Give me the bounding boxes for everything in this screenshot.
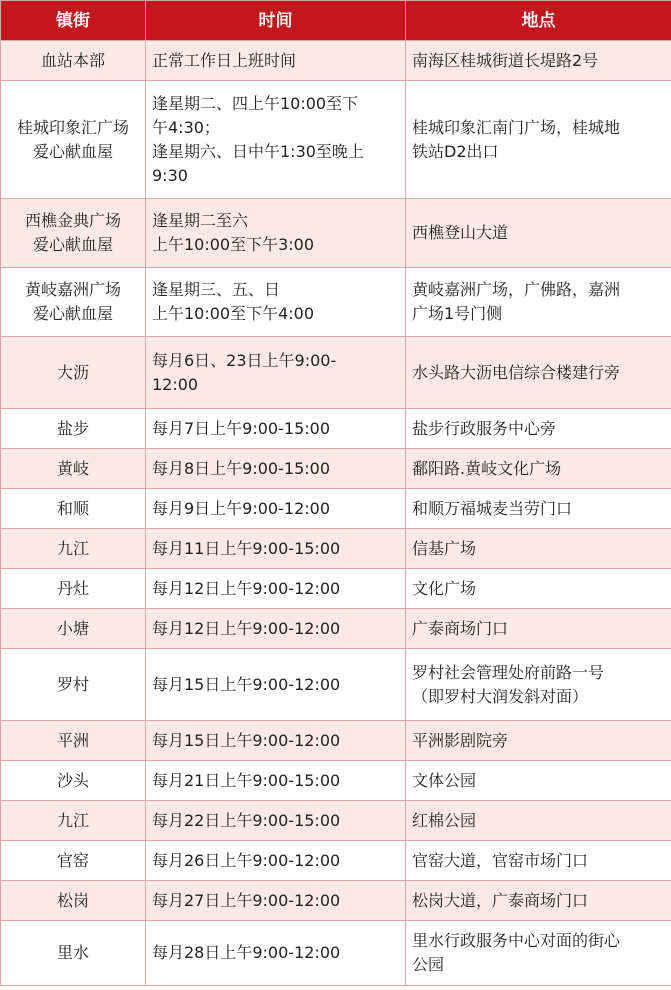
time-cell — [146, 41, 406, 81]
place-cell-line: 鄱阳路.黄岐文化广场 — [412, 458, 562, 478]
place-cell-line: 平洲影剧院旁 — [412, 730, 509, 750]
town-cell-line: 九江 — [56, 810, 89, 830]
town-cell — [1, 449, 146, 489]
town-cell-line: 爱心献血屋 — [32, 141, 113, 161]
town-cell — [1, 489, 146, 529]
place-cell-line: 里水行政服务中心对面的街心 — [412, 931, 621, 950]
time-cell-line: 逢星期三、五、日 — [152, 280, 281, 299]
town-cell — [1, 761, 146, 801]
town-cell — [1, 609, 146, 649]
town-cell-line: 小塘 — [56, 618, 89, 638]
place-cell — [406, 761, 671, 801]
time-cell-line: 每月26日上午9:00-12:00 — [152, 850, 341, 870]
place-cell — [406, 721, 671, 761]
table-row — [1, 81, 671, 199]
place-cell — [406, 489, 671, 529]
table-header-row — [1, 1, 671, 41]
place-cell-line: 水头路大沥电信综合楼建行旁 — [412, 362, 621, 382]
place-cell-line: 广场1号门侧 — [412, 304, 503, 323]
time-cell-line: 逢星期二、四上午10:00至下 — [152, 93, 359, 113]
time-cell-line: 逢星期二至六 — [152, 211, 249, 230]
place-cell-line: 铁站D2出口 — [412, 141, 499, 161]
place-cell-line: 桂城印象汇南门广场，桂城地 — [412, 117, 621, 137]
time-cell — [146, 199, 406, 268]
town-cell — [1, 81, 146, 199]
place-cell-line: 盐步行政服务中心旁 — [412, 418, 557, 438]
place-cell — [406, 841, 671, 881]
place-cell-line: 文体公园 — [412, 770, 477, 790]
time-cell-line: 每月22日上午9:00-15:00 — [152, 810, 341, 830]
time-cell-line: 正常工作日上班时间 — [152, 50, 297, 70]
place-cell — [406, 409, 671, 449]
table-row — [1, 761, 671, 801]
time-cell — [146, 649, 406, 721]
town-cell-line: 丹灶 — [56, 578, 89, 598]
town-cell — [1, 721, 146, 761]
place-cell-line: 官窑大道，官窑市场门口 — [412, 850, 589, 870]
town-cell-line: 血站本部 — [40, 50, 105, 70]
table-row — [1, 609, 671, 649]
place-cell-line: 黄岐嘉洲广场，广佛路，嘉洲 — [412, 280, 621, 299]
town-cell-line: 官窑 — [56, 850, 89, 870]
time-cell — [146, 409, 406, 449]
place-cell-line: 罗村社会管理处府前路一号 — [412, 662, 605, 682]
place-cell — [406, 268, 671, 337]
time-cell — [146, 268, 406, 337]
time-cell-line: 12:00 — [152, 374, 199, 394]
time-cell — [146, 921, 406, 986]
place-cell — [406, 921, 671, 986]
town-cell-line: 爱心献血屋 — [32, 235, 113, 254]
time-cell — [146, 337, 406, 409]
table-row — [1, 649, 671, 721]
place-cell — [406, 569, 671, 609]
time-cell-line: 每月27日上午9:00-12:00 — [152, 890, 341, 910]
table-row — [1, 41, 671, 81]
table-row — [1, 409, 671, 449]
time-cell — [146, 801, 406, 841]
time-cell-line: 上午10:00至下午4:00 — [152, 304, 315, 323]
town-cell — [1, 337, 146, 409]
town-cell-line: 松岗 — [56, 890, 89, 910]
time-cell — [146, 881, 406, 921]
town-cell-line: 平洲 — [56, 730, 89, 750]
time-cell-line: 每月8日上午9:00-15:00 — [152, 458, 330, 478]
table-row — [1, 569, 671, 609]
town-cell — [1, 268, 146, 337]
table-row — [1, 881, 671, 921]
place-cell-line: 西樵登山大道 — [412, 223, 509, 242]
place-cell-line: （即罗村大润发斜对面） — [412, 686, 589, 706]
time-cell-line: 每月15日上午9:00-12:00 — [152, 730, 341, 750]
place-cell-line: 和顺万福城麦当劳门口 — [412, 498, 573, 518]
table-body — [1, 41, 671, 986]
header-time: 时间 — [146, 1, 406, 41]
table-row — [1, 721, 671, 761]
place-cell-line: 文化广场 — [412, 578, 477, 598]
place-cell — [406, 801, 671, 841]
time-cell — [146, 449, 406, 489]
town-cell — [1, 41, 146, 81]
town-cell — [1, 649, 146, 721]
table-row — [1, 337, 671, 409]
place-cell — [406, 199, 671, 268]
time-cell-line: 9:30 — [152, 165, 188, 185]
table-row — [1, 921, 671, 986]
place-cell — [406, 649, 671, 721]
town-cell — [1, 921, 146, 986]
time-cell-line: 每月7日上午9:00-15:00 — [152, 418, 330, 438]
time-cell — [146, 609, 406, 649]
town-cell-line: 盐步 — [56, 418, 89, 438]
town-cell — [1, 881, 146, 921]
time-cell-line: 每月12日上午9:00-12:00 — [152, 618, 341, 638]
town-cell — [1, 569, 146, 609]
table-row — [1, 529, 671, 569]
time-cell-line: 每月15日上午9:00-12:00 — [152, 674, 341, 694]
table-row — [1, 801, 671, 841]
place-cell-line: 红棉公园 — [412, 810, 477, 830]
town-cell-line: 黄岐嘉洲广场 — [24, 280, 121, 299]
time-cell — [146, 721, 406, 761]
town-cell-line: 里水 — [56, 943, 89, 962]
time-cell — [146, 489, 406, 529]
time-cell-line: 每月21日上午9:00-15:00 — [152, 770, 341, 790]
time-cell — [146, 569, 406, 609]
town-cell — [1, 199, 146, 268]
time-cell — [146, 529, 406, 569]
time-cell-line: 逢星期六、日中午1:30至晚上 — [152, 141, 364, 161]
town-cell-line: 和顺 — [56, 498, 89, 518]
place-cell-line: 公园 — [412, 955, 445, 974]
town-cell-line: 黄岐 — [56, 458, 89, 478]
place-cell — [406, 41, 671, 81]
town-cell-line: 西樵金典广场 — [24, 211, 121, 230]
time-cell-line: 每月6日、23日上午9:00- — [152, 350, 337, 370]
place-cell-line: 广泰商场门口 — [412, 618, 509, 638]
place-cell-line: 松岗大道，广泰商场门口 — [412, 890, 589, 910]
place-cell — [406, 449, 671, 489]
town-cell — [1, 409, 146, 449]
place-cell — [406, 81, 671, 199]
town-cell — [1, 841, 146, 881]
table-row — [1, 199, 671, 268]
table-row — [1, 489, 671, 529]
town-cell-line: 爱心献血屋 — [32, 304, 113, 323]
town-cell-line: 沙头 — [56, 770, 89, 790]
time-cell-line: 每月28日上午9:00-12:00 — [152, 943, 341, 962]
place-cell — [406, 609, 671, 649]
time-cell-line: 午4:30； — [152, 117, 220, 137]
time-cell-line: 每月9日上午9:00-12:00 — [152, 498, 330, 518]
town-cell-line: 桂城印象汇广场 — [16, 117, 129, 137]
time-cell-line: 每月11日上午9:00-15:00 — [152, 538, 341, 558]
place-cell — [406, 337, 671, 409]
time-cell-line: 每月12日上午9:00-12:00 — [152, 578, 341, 598]
place-cell-line: 南海区桂城街道长堤路2号 — [412, 50, 599, 70]
place-cell-line: 信基广场 — [412, 538, 477, 558]
table-row — [1, 841, 671, 881]
town-cell-line: 大沥 — [56, 362, 89, 382]
town-cell — [1, 801, 146, 841]
place-cell — [406, 529, 671, 569]
table-row — [1, 268, 671, 337]
town-cell — [1, 529, 146, 569]
town-cell-line: 罗村 — [56, 674, 89, 694]
header-town: 镇街 — [1, 1, 146, 41]
header-place: 地点 — [406, 1, 671, 41]
time-cell — [146, 81, 406, 199]
time-cell-line: 上午10:00至下午3:00 — [152, 235, 315, 254]
time-cell — [146, 841, 406, 881]
table-row — [1, 449, 671, 489]
time-cell — [146, 761, 406, 801]
place-cell — [406, 881, 671, 921]
town-cell-line: 九江 — [56, 538, 89, 558]
